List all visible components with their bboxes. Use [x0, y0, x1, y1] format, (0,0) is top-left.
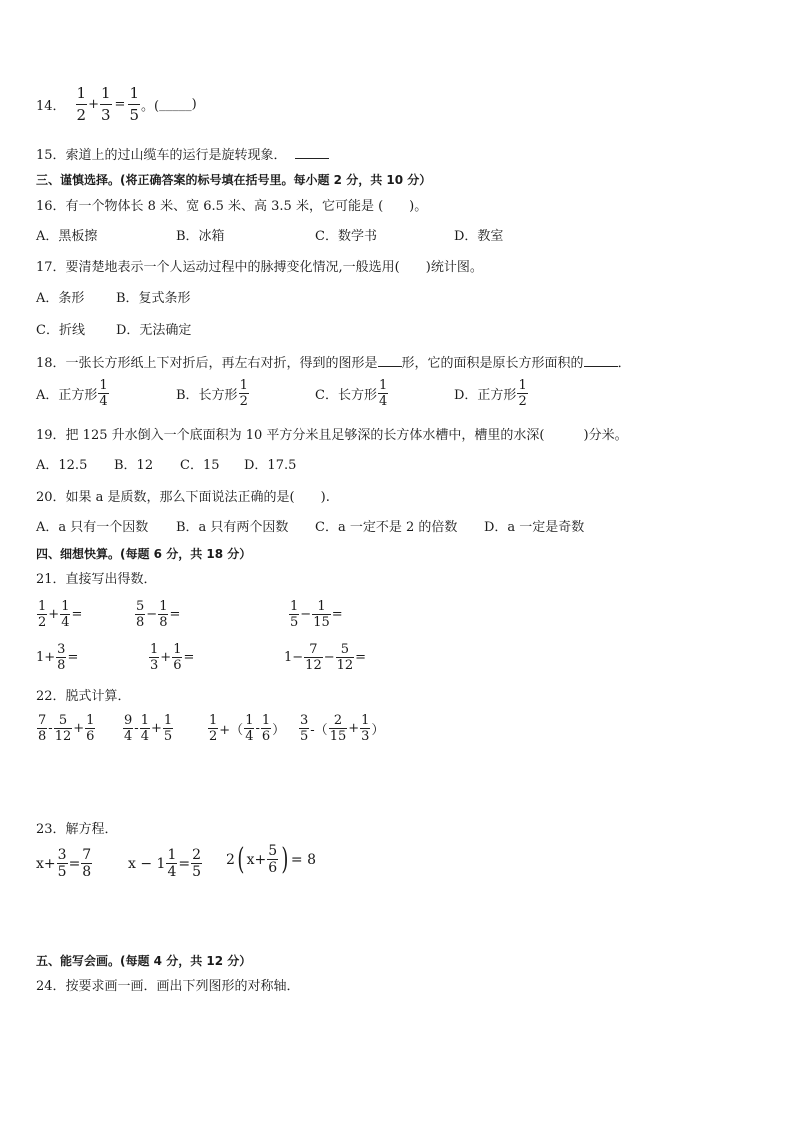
- option-d[interactable]: D．17.5: [244, 458, 297, 473]
- option-c[interactable]: C．a 一定不是 2 的倍数: [315, 520, 458, 535]
- option-a[interactable]: A．黑板擦: [36, 229, 98, 244]
- answer-blank[interactable]: [584, 354, 618, 367]
- option-d[interactable]: D．教室: [454, 229, 504, 244]
- question-20: 20．如果 a 是质数，那么下面说法正确的是( ).: [36, 490, 330, 505]
- expression-22-4: $\frac{3}{5}$ -（ $\frac{2}{15}$ + $\frac{1}{3}$ ）: [300, 713, 385, 744]
- expression-21-5: $\frac{1}{3}$ + $\frac{1}{6}$ =: [150, 642, 195, 673]
- option-c[interactable]: C．长方形 $\frac{1}{4}$: [315, 378, 388, 409]
- expression-21-2: $\frac{5}{8}$ − $\frac{1}{8}$ =: [136, 599, 181, 630]
- question-17: 17．要清楚地表示一个人运动过程中的脉搏变化情况,一般选用( )统计图。: [36, 260, 483, 275]
- equation-23-1: x+ $\frac{3}{5}$ = $\frac{7}{8}$: [36, 847, 92, 880]
- expression-21-4: 1+ $\frac{3}{8}$ =: [36, 642, 79, 673]
- fraction: $\frac{1}{2}$: [518, 378, 527, 409]
- question-18: 18．一张长方形纸上下对折后，再左右对折，得到的图形是 形，它的面积是原长方形面积的 ．: [36, 356, 631, 371]
- question-21: 21．直接写出得数．: [36, 572, 157, 587]
- fraction: $\frac{1}{5}$: [129, 84, 139, 124]
- option-b[interactable]: B．冰箱: [176, 229, 225, 244]
- option-a[interactable]: A．正方形 $\frac{1}{4}$: [36, 378, 108, 409]
- fraction: $\frac{1}{2}$: [239, 378, 248, 409]
- expression-22-2: $\frac{9}{4}$ - $\frac{1}{4}$ + $\frac{1}{5}$: [124, 713, 173, 744]
- question-19: 19．把 125 升水倒入一个底面积为 10 平方分米且足够深的长方体水槽中，槽里的水深( )分米。: [36, 428, 628, 443]
- option-a[interactable]: A．a 只有一个因数: [36, 520, 149, 535]
- section-5-title: 五、能写会画。(每题 4 分，共 12 分）: [36, 954, 252, 968]
- option-d[interactable]: D．正方形 $\frac{1}{2}$: [454, 378, 527, 409]
- answer-blank[interactable]: [295, 146, 329, 159]
- option-c[interactable]: C．折线: [36, 323, 85, 338]
- option-b[interactable]: B．复式条形: [116, 291, 191, 306]
- option-b[interactable]: B．a 只有两个因数: [176, 520, 289, 535]
- answer-blank[interactable]: [378, 354, 402, 367]
- section-4-title: 四、细想快算。(每题 6 分，共 18 分）: [36, 547, 252, 561]
- option-d[interactable]: D．无法确定: [116, 323, 192, 338]
- fraction: $\frac{1}{3}$: [101, 84, 111, 124]
- option-a[interactable]: A．12.5: [36, 458, 88, 473]
- option-d[interactable]: D．a 一定是奇数: [484, 520, 585, 535]
- expression-21-6: 1− $\frac{7}{12}$ − $\frac{5}{12}$ =: [284, 642, 367, 673]
- expression-21-3: $\frac{1}{5}$ − $\frac{1}{15}$ =: [290, 599, 343, 630]
- equation-23-3: 2 ( x+ $\frac{5}{6}$ ) = 8: [226, 841, 317, 877]
- fraction: $\frac{1}{4}$: [99, 378, 108, 409]
- section-3-title: 三、谨慎选择。(将正确答案的标号填在括号里。每小题 2 分，共 10 分）: [36, 173, 432, 187]
- option-a[interactable]: A．条形: [36, 291, 85, 306]
- expression-22-3: $\frac{1}{2}$ +（ $\frac{1}{4}$ - $\frac{1}{6}$ ）: [209, 713, 286, 744]
- option-b[interactable]: B．12: [114, 458, 154, 473]
- question-23: 23．解方程．: [36, 822, 118, 837]
- fraction: $\frac{1}{2}$: [76, 84, 87, 124]
- question-16: 16．有一个物体长 8 米、宽 6.5 米、高 3.5 米，它可能是 ( )。: [36, 199, 428, 214]
- question-24: 24．按要求画一画．画出下列图形的对称轴．: [36, 979, 300, 994]
- question-15: 15．索道上的过山缆车的运行是旋转现象．: [36, 146, 329, 165]
- question-22: 22．脱式计算．: [36, 689, 131, 704]
- equation-23-2: x − 1 $\frac{1}{4}$ = $\frac{2}{5}$: [128, 847, 202, 880]
- option-c[interactable]: C．15: [180, 458, 220, 473]
- fraction: $\frac{1}{4}$: [378, 378, 388, 409]
- option-c[interactable]: C．数学书: [315, 229, 377, 244]
- answer-blank[interactable]: _____: [159, 97, 192, 112]
- expression-21-1: $\frac{1}{2}$ + $\frac{1}{4}$ =: [38, 599, 83, 630]
- question-14: 14． $\frac{1}{2}$ + $\frac{1}{3}$ = $\frac{1}{5}$ 。( _____ ): [36, 84, 197, 124]
- option-b[interactable]: B．长方形 $\frac{1}{2}$: [176, 378, 248, 409]
- expression-22-1: $\frac{7}{8}$ - $\frac{5}{12}$ + $\frac{1}{6}$: [38, 713, 95, 744]
